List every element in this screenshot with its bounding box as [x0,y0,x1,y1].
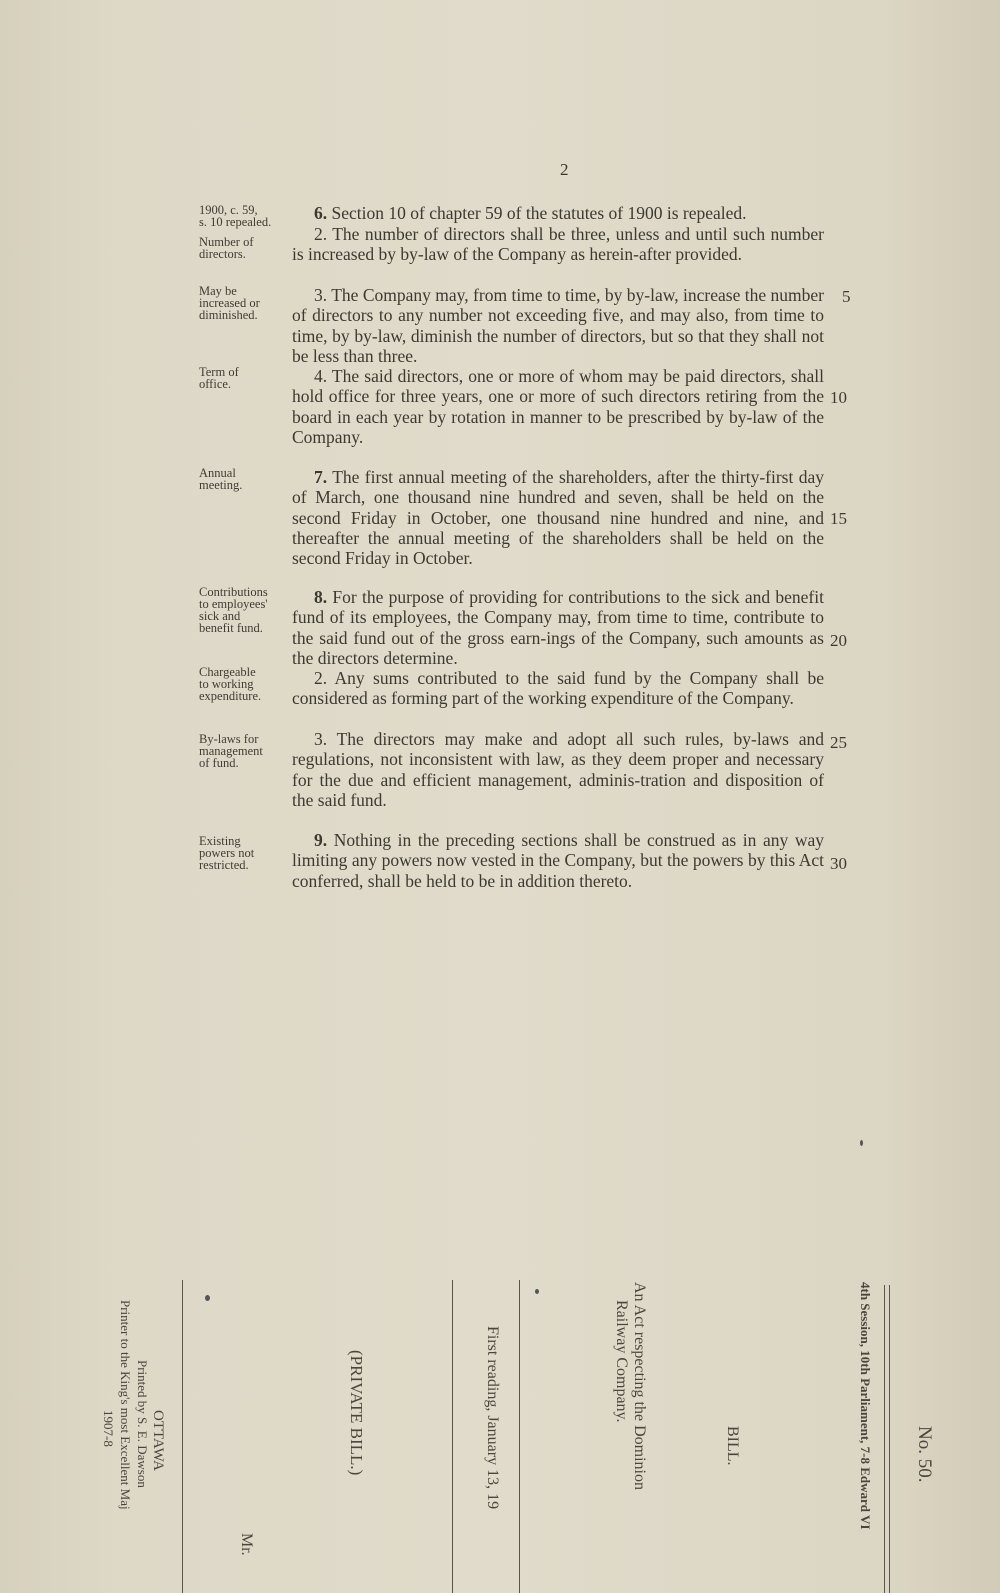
section-text: For the purpose of providing for contributions to the sick and benefit fund of its employees, the Company may, from time to time, contribute to the said fund out of the gross earn-ings of the Company, such amounts as the directors determine. [292,587,824,668]
cover-rule [452,1280,453,1593]
line-number: 5 [842,287,851,306]
section-6 [292,203,824,223]
cover-session: 4th Session, 10th Parliament, 7-8 Edward VI [858,1282,873,1530]
cover-year: 1907-8 [101,1410,116,1447]
section-8-subsection-3: 3. The directors may make and adopt all such rules, by-laws and regulations, not inconsistent with law, as they deem proper and necessary for the due and efficient management, adminis-tration and disposition of the said fund. [292,729,824,810]
line-number: 30 [830,854,847,873]
margin-note-number-of-directors [199,236,295,260]
cover-rule [519,1280,520,1593]
margin-note-line: s. 10 repealed. [199,215,272,229]
margin-note-line: benefit fund. [199,621,263,635]
margin-note-line: diminished. [199,308,258,322]
cover-title-line1: An Act respecting the Dominion [631,1282,648,1490]
line-number: 20 [830,631,847,650]
margin-note-line: expenditure. [199,689,262,703]
section-8 [292,587,824,668]
cover-rule [884,1285,885,1593]
margin-note-increased [199,285,295,321]
line-number: 15 [830,509,847,528]
line-number: 10 [830,388,847,407]
line-number: 25 [830,733,847,752]
ink-speck [535,1289,539,1294]
margin-note-existing-powers [199,835,295,871]
margin-note-line: 1900, c. 59, [199,203,258,217]
margin-note-line: May be [199,284,237,298]
margin-note-line: restricted. [199,858,249,872]
margin-note-bylaws [199,733,295,769]
margin-note-line: Annual [199,466,236,480]
margin-note-line: sick and [199,609,241,623]
section-6-subsection-3: 3. The Company may, from time to time, by by-law, increase the number of directors to any number not exceeding five, and may also, from time to time, by by-law, diminish the number of directors, but so that they shall not be less than three. [292,285,824,366]
margin-note-line: directors. [199,247,246,261]
section-number: 8. [314,587,328,607]
ink-speck [860,1140,863,1146]
cover-printed-by: Printed by S. E. Dawson [135,1360,150,1488]
section-text: Section 10 of chapter 59 of the statutes of 1900 is repealed. [327,203,747,223]
section-number: 6. [314,203,328,223]
margin-note-line: By-laws for [199,732,259,746]
cover-mr: Mr. [238,1533,255,1556]
cover-city: OTTAWA [150,1410,166,1471]
margin-note-line: to employees' [199,597,268,611]
cover-bill-number: No. 50. [914,1426,935,1483]
cover-bill-label: BILL. [724,1426,741,1466]
margin-note-line: to working [199,677,254,691]
margin-note-line: powers not [199,846,255,860]
margin-note-line: Number of [199,235,254,249]
section-8-subsection-2: 2. Any sums contributed to the said fund by the Company shall be considered as forming part of the working expenditure of the Company. [292,668,824,709]
section-text: The first annual meeting of the shareholders, after the thirty-first day of March, one thousand nine hundred and seven, shall be held on the second Friday in October, one thousand nine hundred and nine, and thereafter the annual meeting of the shareholders shall be held on the second Friday in October. [292,467,824,569]
margin-note-contributions [199,586,295,634]
margin-note-line: Contributions [199,585,268,599]
margin-note-line: meeting. [199,478,243,492]
margin-note-line: Chargeable [199,665,256,679]
margin-note-line: management [199,744,263,758]
section-9 [292,830,824,891]
cover-private-bill: (PRIVATE BILL.) [347,1350,366,1476]
margin-note-term [199,366,295,390]
cover-rule [889,1285,890,1593]
section-6-subsection-4: 4. The said directors, one or more of whom may be paid directors, shall hold office for three years, one or more of such directors retiring from the board in each year by rotation in manner to be prescribed by by-law of the Company. [292,366,824,447]
margin-note-repealed [199,204,295,228]
cover-printer-to: Printer to the King's most Excellent Maj [118,1300,133,1510]
section-text: Nothing in the preceding sections shall be construed as in any way limiting any powers now vested in the Company, but the powers by this Act conferred, shall be held to be in addition thereto. [292,830,824,891]
section-6-subsection-2: 2. The number of directors shall be three, unless and until such number is increased by by-law of the Company as herein-after provided. [292,224,824,265]
section-number: 9. [314,830,328,850]
cover-first-reading: First reading, January 13, 19 [484,1326,501,1510]
margin-note-line: increased or [199,296,260,310]
margin-note-chargeable [199,666,295,702]
margin-note-annual-meeting [199,467,295,491]
section-number: 7. [314,467,328,487]
margin-note-line: office. [199,377,232,391]
margin-note-line: Existing [199,834,241,848]
cover-rule [182,1280,183,1593]
margin-note-line: of fund. [199,756,239,770]
page-number: 2 [560,160,569,179]
cover-title-line2: Railway Company. [613,1300,630,1423]
section-7 [292,467,824,568]
ink-speck [205,1295,210,1301]
margin-note-line: Term of [199,365,239,379]
